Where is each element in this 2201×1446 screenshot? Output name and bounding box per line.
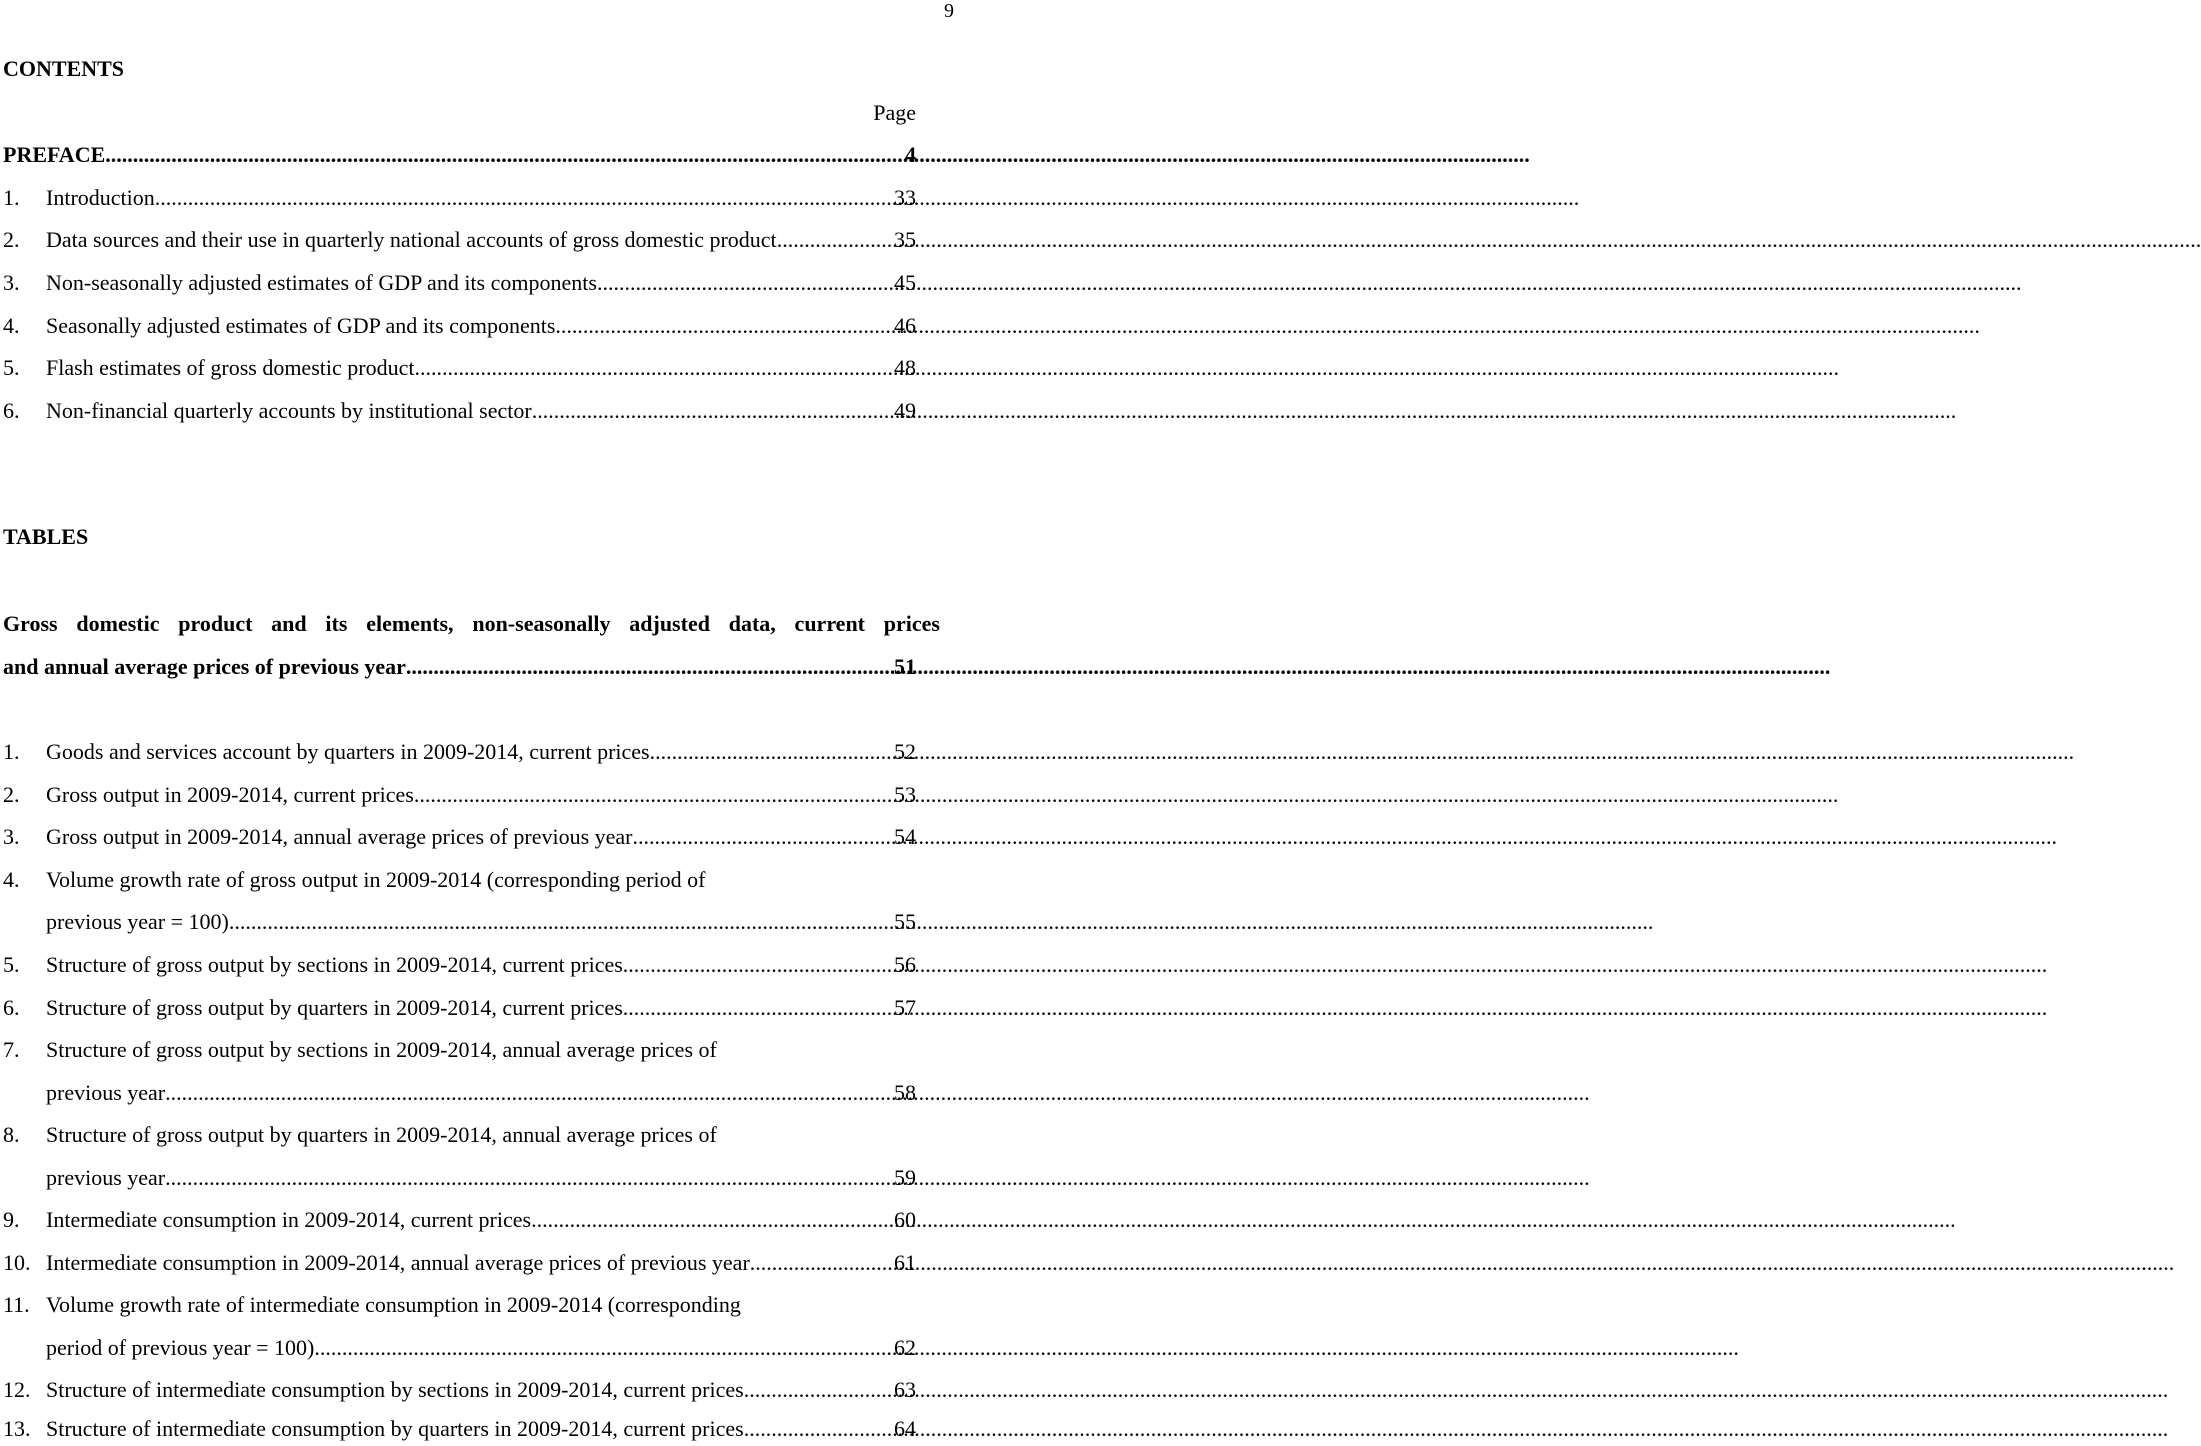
tables-group-entry[interactable] [3, 652, 916, 682]
toc-entry-title: Flash estimates of gross domestic product [46, 355, 415, 380]
dot-leader [406, 652, 893, 682]
dot-leader [650, 737, 893, 767]
toc-entry-page: 62 [894, 1335, 916, 1360]
table-entry[interactable] [46, 1163, 916, 1193]
table-entry[interactable] [3, 950, 916, 980]
dot-leader [414, 353, 893, 383]
table-entry[interactable] [3, 1248, 916, 1278]
toc-entry-page: 56 [894, 952, 916, 977]
toc-entry-title-continued: previous year = 100) [46, 909, 229, 934]
toc-entry-title: Gross output in 2009-2014, current prices [46, 782, 414, 807]
toc-entry-title: Non-financial quarterly accounts by institutional sector [46, 398, 532, 423]
page-column-label: Page [873, 100, 916, 125]
toc-entry-number: 1. [3, 739, 20, 764]
dot-leader [414, 780, 893, 810]
toc-entry-number: 4. [3, 313, 20, 338]
toc-entry-title-continued: previous year [46, 1165, 166, 1190]
toc-entry-number: 3. [3, 824, 20, 849]
toc-entry-page: 59 [894, 1165, 916, 1190]
toc-entry[interactable] [3, 183, 916, 213]
toc-entry-number: 5. [3, 355, 20, 380]
dot-leader [744, 1414, 893, 1444]
toc-entry-number: 11. [3, 1292, 30, 1317]
toc-entry[interactable] [3, 268, 916, 298]
dot-leader [744, 1375, 893, 1405]
toc-entry-page: 64 [894, 1416, 916, 1441]
toc-entry-page: 57 [894, 995, 916, 1020]
dot-leader [623, 950, 893, 980]
table-entry[interactable] [3, 1375, 916, 1405]
tables-group-title: Gross domestic product and its elements, non-seasonally adjusted data, current prices [3, 611, 940, 636]
table-entry[interactable] [3, 737, 916, 767]
toc-entry[interactable] [3, 311, 916, 341]
toc-entry-number: 8. [3, 1122, 20, 1147]
toc-entry-number: 3. [3, 270, 20, 295]
toc-entry-page: 49 [894, 398, 916, 423]
table-entry-first-line[interactable] [3, 1120, 916, 1150]
table-entry[interactable] [3, 780, 916, 810]
toc-entry-page: 63 [894, 1377, 916, 1402]
toc-entry-page: 33 [894, 185, 916, 210]
table-entry[interactable] [46, 907, 916, 937]
toc-entry-title: Data sources and their use in quarterly national accounts of gross domestic product [46, 227, 777, 252]
toc-entry-number: 6. [3, 995, 20, 1020]
dot-leader [165, 1078, 893, 1108]
toc-entry-title: Seasonally adjusted estimates of GDP and its components [46, 313, 556, 338]
toc-entry-title: Intermediate consumption in 2009-2014, current prices [46, 1207, 532, 1232]
dot-leader [165, 1163, 893, 1193]
toc-entry-title: Intermediate consumption in 2009-2014, annual average prices of previous year [46, 1250, 750, 1275]
toc-entry-title: Gross output in 2009-2014, annual average prices of previous year [46, 824, 633, 849]
toc-entry-number: 2. [3, 227, 20, 252]
toc-entry-page: 4 [905, 142, 916, 167]
toc-entry[interactable] [3, 225, 916, 255]
toc-entry[interactable] [3, 396, 916, 426]
toc-entry-title: Structure of gross output by sections in 2009-2014, current prices [46, 952, 623, 977]
toc-entry-title: Structure of gross output by sections in 2009-2014, annual average prices of [46, 1037, 717, 1062]
table-entry[interactable] [46, 1078, 916, 1108]
toc-entry-title: Structure of intermediate consumption by sections in 2009-2014, current prices [46, 1377, 744, 1402]
toc-entry[interactable] [3, 353, 916, 383]
toc-entry-title: Structure of gross output by quarters in 2009-2014, current prices [46, 995, 623, 1020]
dot-leader [532, 396, 893, 426]
table-entry[interactable] [3, 1414, 916, 1444]
dot-leader [633, 822, 893, 852]
toc-entry-number: 5. [3, 952, 20, 977]
toc-entry-page: 46 [894, 313, 916, 338]
table-entry-first-line[interactable] [3, 1035, 916, 1065]
toc-entry-title: Structure of gross output by quarters in 2009-2014, annual average prices of [46, 1122, 717, 1147]
toc-entry-title: Volume growth rate of gross output in 2009-2014 (corresponding period of [46, 867, 706, 892]
toc-entry-page: 61 [894, 1250, 916, 1275]
tables-heading: TABLES [3, 524, 89, 549]
contents-heading: CONTENTS [3, 56, 125, 81]
toc-entry-title: Structure of intermediate consumption by quarters in 2009-2014, current prices [46, 1416, 744, 1441]
table-entry[interactable] [3, 822, 916, 852]
dot-leader [531, 1205, 893, 1235]
dot-leader [155, 183, 893, 213]
dot-leader [314, 1333, 893, 1363]
dot-leader [555, 311, 893, 341]
table-entry-first-line[interactable] [3, 865, 916, 895]
toc-entry-title: Non-seasonally adjusted estimates of GDP and its components [46, 270, 597, 295]
table-entry[interactable] [46, 1333, 916, 1363]
dot-leader [777, 225, 893, 255]
toc-entry-page: 48 [894, 355, 916, 380]
toc-entry-page: 53 [894, 782, 916, 807]
toc-entry-number: 10. [3, 1250, 31, 1275]
toc-entry-page: 51 [894, 654, 916, 679]
toc-entry-number: 1. [3, 185, 20, 210]
toc-entry-title: Volume growth rate of intermediate consumption in 2009-2014 (corresponding [46, 1292, 741, 1317]
toc-entry-number: 12. [3, 1377, 31, 1402]
page-number: 9 [944, 0, 954, 22]
dot-leader [105, 140, 904, 170]
toc-entry-number: 6. [3, 398, 20, 423]
toc-entry-title-continued: previous year [46, 1080, 166, 1105]
table-entry[interactable] [3, 993, 916, 1023]
toc-entry-number: 7. [3, 1037, 20, 1062]
toc-entry-number: 4. [3, 867, 20, 892]
toc-entry-page: 55 [894, 909, 916, 934]
table-entry-first-line[interactable] [3, 1290, 916, 1320]
toc-entry-title-continued: period of previous year = 100) [46, 1335, 315, 1360]
dot-leader [597, 268, 893, 298]
toc-entry-preface[interactable] [3, 140, 916, 170]
toc-entry-title: PREFACE [3, 142, 106, 167]
toc-entry-number: 13. [3, 1416, 31, 1441]
toc-entry-page: 45 [894, 270, 916, 295]
dot-leader [623, 993, 893, 1023]
toc-entry-title: Goods and services account by quarters in 2009-2014, current prices [46, 739, 650, 764]
toc-entry-title: and annual average prices of previous year [3, 654, 406, 679]
toc-entry-page: 54 [894, 824, 916, 849]
toc-entry-number: 9. [3, 1207, 20, 1232]
toc-entry-page: 60 [894, 1207, 916, 1232]
toc-entry-number: 2. [3, 782, 20, 807]
toc-entry-title: Introduction [46, 185, 155, 210]
table-entry[interactable] [3, 1205, 916, 1235]
toc-entry-page: 58 [894, 1080, 916, 1105]
toc-entry-page: 35 [894, 227, 916, 252]
dot-leader [750, 1248, 893, 1278]
dot-leader [229, 907, 893, 937]
toc-entry-page: 52 [894, 739, 916, 764]
